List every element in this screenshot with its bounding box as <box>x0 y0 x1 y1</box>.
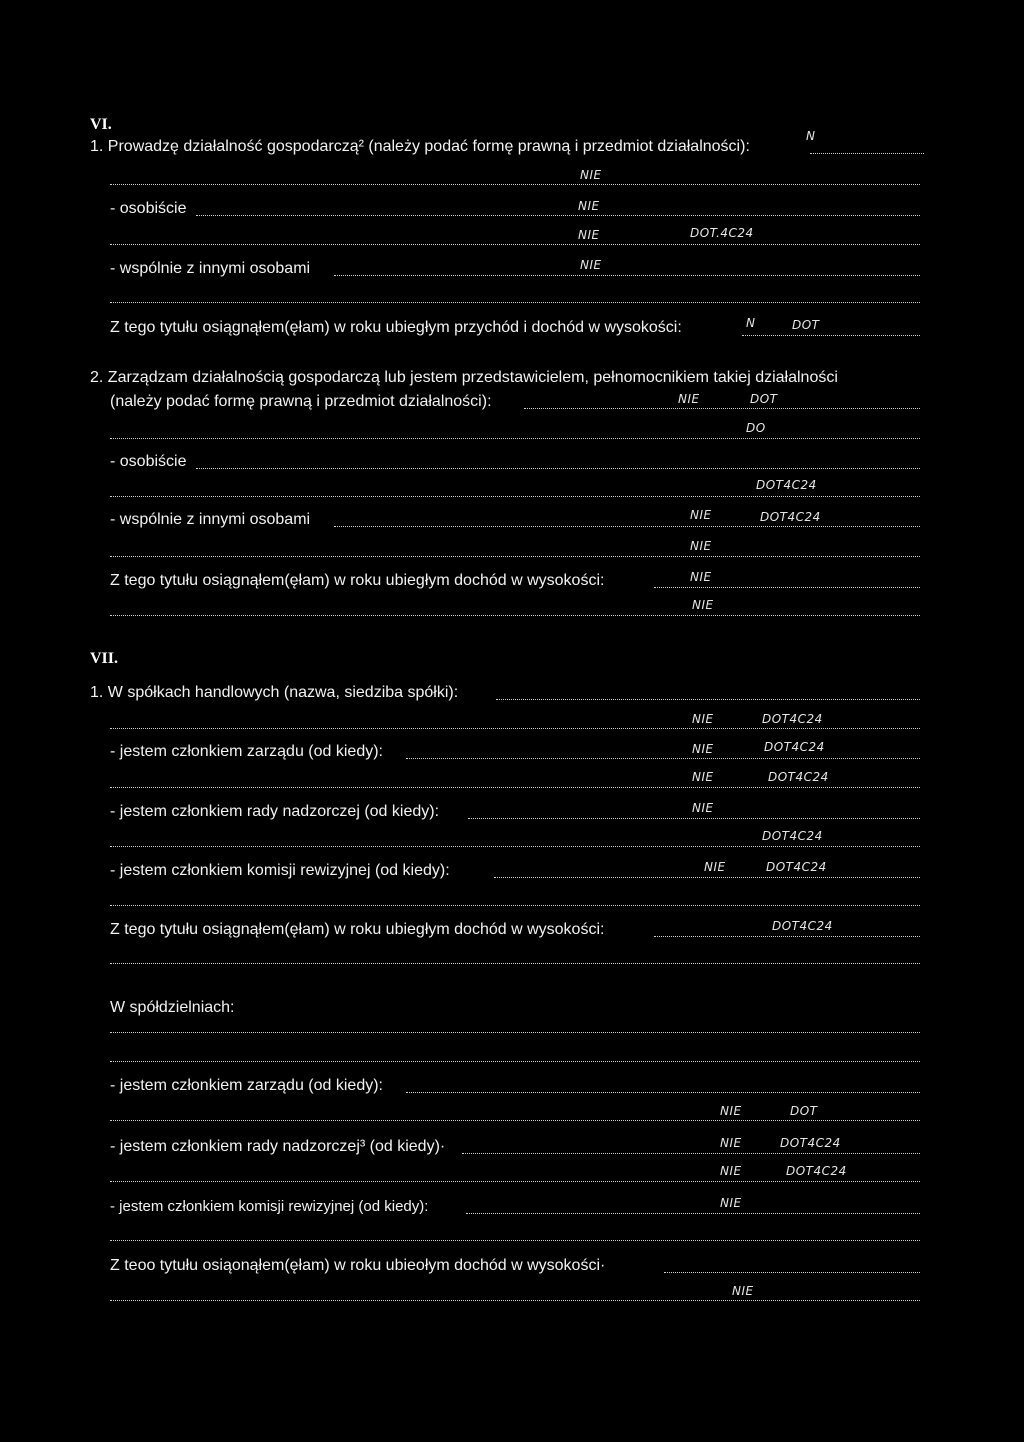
vi-item2-osobiscie-line[interactable] <box>196 468 920 469</box>
vii-rada-line[interactable] <box>468 818 920 819</box>
vi-osobiscie-handwriting: NIE <box>578 199 600 213</box>
vii-sp-rada-label: - jestem członkiem rady nadzorczej³ (od kiedy)· <box>110 1138 446 1155</box>
vi-item2-line9[interactable] <box>110 615 920 616</box>
vi-item2-line5[interactable] <box>110 496 920 497</box>
vi-item2-osobiscie-label: - osobiście <box>110 453 187 470</box>
vii-item1-line4[interactable] <box>110 787 920 788</box>
vii-sp-rada-handwriting-a: NIE <box>720 1136 742 1150</box>
vi-item2-line3[interactable] <box>110 438 920 439</box>
vii-item1-handwriting-line2b: DOT4C24 <box>762 712 823 726</box>
vi-wspolnie-handwriting: NIE <box>580 258 602 272</box>
vii-sp-line10[interactable] <box>110 1300 920 1301</box>
vii-item1-fill-line[interactable] <box>496 699 920 700</box>
vii-item1-handwriting-line4b: DOT4C24 <box>768 770 829 784</box>
vi-item1-line6[interactable] <box>110 302 920 303</box>
vii-sp-line8[interactable] <box>110 1240 920 1241</box>
vii-spoldzielnie-line1[interactable] <box>110 1032 920 1033</box>
vii-sp-line6[interactable] <box>110 1181 920 1182</box>
vi-item1-line4[interactable] <box>110 244 920 245</box>
vii-spoldzielnie-label: W spółdzielniach: <box>110 999 235 1016</box>
vi-item1-label: 1. Prowadzę działalność gospodarczą² (należy podać formę prawną i przedmiot działalności): <box>90 138 750 155</box>
vii-item1-line6[interactable] <box>110 846 920 847</box>
vi-item2-wspolnie-handwriting-a: NIE <box>690 508 712 522</box>
vi-item2-handwriting-line7: NIE <box>690 539 712 553</box>
vi-item2-wspolnie-line[interactable] <box>334 526 920 527</box>
vi-item2-handwriting-b: DOT <box>750 392 778 406</box>
vi-item1-handwriting-line2: NIE <box>580 168 602 182</box>
vii-sp-zarzad-line[interactable] <box>406 1092 920 1093</box>
vi-item2-income-label: Z tego tytułu osiągnąłem(ęłam) w roku ubiegłym dochód w wysokości: <box>110 572 605 589</box>
section-heading-vi: VI. <box>90 116 112 133</box>
vii-income-line[interactable] <box>654 936 920 937</box>
vi-item2-line7[interactable] <box>110 556 920 557</box>
vii-item1-line10[interactable] <box>110 963 920 964</box>
vi-income-label: Z tego tytułu osiągnąłem(ęłam) w roku ubiegłym przychód i dochód w wysokości: <box>110 319 682 336</box>
vii-spoldzielnie-line2[interactable] <box>110 1061 920 1062</box>
vi-item2-label-line1: 2. Zarządzam działalnością gospodarczą lub jestem przedstawicielem, pełnomocnikiem takiej działalności <box>90 369 838 386</box>
vii-item1-line2[interactable] <box>110 728 920 729</box>
vii-sp-line4[interactable] <box>110 1120 920 1121</box>
vii-komisja-label: - jestem członkiem komisji rewizyjnej (od kiedy): <box>110 862 450 879</box>
vii-sp-handwriting-line4a: NIE <box>720 1104 742 1118</box>
vi-osobiscie-line[interactable] <box>196 215 920 216</box>
vii-sp-zarzad-label: - jestem członkiem zarządu (od kiedy): <box>110 1077 383 1094</box>
vii-zarzad-line[interactable] <box>406 758 920 759</box>
vii-komisja-line[interactable] <box>494 877 920 878</box>
vi-income-handwriting-b: DOT <box>792 318 820 332</box>
vii-item1-label: 1. W spółkach handlowych (nazwa, siedziba spółki): <box>90 684 459 701</box>
vii-sp-handwriting-line6b: DOT4C24 <box>786 1164 847 1178</box>
vi-osobiscie-label: - osobiście <box>110 200 187 217</box>
vi-item1-line2[interactable] <box>110 184 920 185</box>
vii-sp-rada-line[interactable] <box>462 1153 920 1154</box>
vi-wspolnie-label: - wspólnie z innymi osobami <box>110 260 311 277</box>
vi-handwriting-line4b: DOT.4C24 <box>690 226 754 240</box>
vi-item2-handwriting-a: NIE <box>678 392 700 406</box>
vi-item2-income-handwriting: NIE <box>690 570 712 584</box>
vi-item2-wspolnie-label: - wspólnie z innymi osobami <box>110 511 311 528</box>
vii-sp-handwriting-line4b: DOT <box>790 1104 818 1118</box>
vii-sp-komisja-handwriting: NIE <box>720 1196 742 1210</box>
vii-zarzad-label: - jestem członkiem zarządu (od kiedy): <box>110 743 383 760</box>
vi-handwriting-line4a: NIE <box>578 228 600 242</box>
vi-item2-wspolnie-handwriting-b: DOT4C24 <box>760 510 821 524</box>
vi-item1-handwriting-end: N <box>806 129 816 143</box>
vii-komisja-handwriting-a: NIE <box>704 860 726 874</box>
section-heading-vii: VII. <box>90 650 119 667</box>
vii-sp-handwriting-line6a: NIE <box>720 1164 742 1178</box>
vii-sp-income-label: Z teoo tytułu osiąonąłem(ęłam) w roku ubieołym dochód w wysokości· <box>110 1257 606 1274</box>
vi-item2-income-line[interactable] <box>654 587 920 588</box>
vii-income-handwriting: DOT4C24 <box>772 919 833 933</box>
vi-item1-fill-line[interactable] <box>810 153 924 154</box>
vii-zarzad-handwriting-b: DOT4C24 <box>764 740 825 754</box>
vii-item1-line8[interactable] <box>110 905 920 906</box>
vii-zarzad-handwriting-a: NIE <box>692 742 714 756</box>
vi-item2-handwriting-line5: DOT4C24 <box>756 478 817 492</box>
vi-item2-handwriting-line9: NIE <box>692 598 714 612</box>
vii-rada-label: - jestem członkiem rady nadzorczej (od kiedy): <box>110 803 440 820</box>
vi-item2-label-line2: (należy podać formę prawną i przedmiot działalności): <box>110 393 492 410</box>
vii-sp-income-handwriting: NIE <box>732 1284 754 1298</box>
vi-wspolnie-line[interactable] <box>334 275 920 276</box>
vii-item1-handwriting-line2a: NIE <box>692 712 714 726</box>
vii-item1-handwriting-line4a: NIE <box>692 770 714 784</box>
vii-sp-rada-handwriting-b: DOT4C24 <box>780 1136 841 1150</box>
vii-item1-handwriting-line6: DOT4C24 <box>762 829 823 843</box>
vi-item2-fill-line[interactable] <box>524 408 920 409</box>
vii-rada-handwriting: NIE <box>692 801 714 815</box>
vi-income-line[interactable] <box>742 335 920 336</box>
vii-sp-komisja-label: - jestem członkiem komisji rewizyjnej (od kiedy): <box>110 1198 429 1215</box>
vii-komisja-handwriting-b: DOT4C24 <box>766 860 827 874</box>
vi-income-handwriting-a: N <box>746 316 756 330</box>
vii-sp-income-line[interactable] <box>664 1272 920 1273</box>
vi-item2-handwriting-line3: DO <box>746 421 766 435</box>
vii-sp-komisja-line[interactable] <box>466 1213 920 1214</box>
vii-income-label: Z tego tytułu osiągnąłem(ęłam) w roku ubiegłym dochód w wysokości: <box>110 921 605 938</box>
